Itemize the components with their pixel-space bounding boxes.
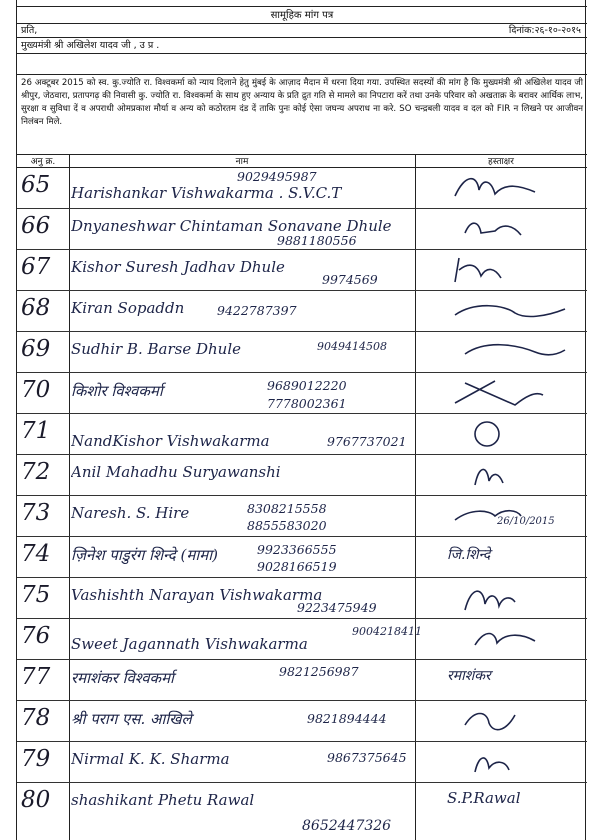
signature-scribble — [425, 705, 575, 737]
row-name: Sudhir B. Barse Dhule — [71, 340, 241, 358]
row-number: 78 — [21, 705, 51, 731]
row-phone: 9767737021 — [327, 434, 407, 449]
row-name: Nirmal K. K. Sharma — [71, 750, 230, 768]
table-row — [17, 168, 587, 209]
row-phone: 9974569 — [322, 272, 378, 287]
name-header: नाम — [235, 157, 249, 167]
table-row — [17, 332, 587, 373]
signature-scribble — [425, 500, 575, 532]
signature-header: हस्ताक्षर — [488, 157, 514, 167]
row-phone: 9422787397 — [217, 303, 297, 318]
row-number: 65 — [21, 172, 51, 198]
signature-scribble — [425, 746, 575, 778]
signature-rows — [17, 168, 587, 824]
table-row — [17, 619, 587, 660]
row-name: Vashishth Narayan Vishwakarma — [71, 586, 323, 604]
signature-scribble — [425, 295, 575, 327]
row-name: Naresh. S. Hire — [71, 504, 190, 522]
recipient-label: प्रति, — [21, 25, 38, 36]
row-phone: 8308215558 8855583020 — [247, 501, 327, 533]
signature-scribble — [425, 377, 575, 409]
row-name: Kishor Suresh Jadhav Dhule — [71, 258, 285, 276]
signature-scribble — [425, 254, 575, 286]
signature-scribble — [425, 459, 575, 491]
table-row — [17, 742, 587, 783]
serial-header: अनु क्र. — [30, 157, 56, 167]
demand-paragraph: 26 अक्टूबर 2015 को स्व. कु.ज्योति रा. विश्वकर्मा को न्याय दिलाने हेतु मुंबई के आज़ाद मैदान में धरना दिया गया. उपस्थित सदस्यों की मांग है कि मुख्यमंत्री श्री अखिलेश यादव जी श्रीपुर, जेठवारा, प्रतापगढ़ की निवासी कु. ज्योति रा. विश्वकर्मा के साथ हुए अन्याय के प्रति द्रुत गति से मामले का निपटारा करें तथा उनके परिवार को अखताक़ के बरावर आर्थिक लाभ, सुरक्षा व सुविधा दें व अपराधी ओमप्रकाश मौर्या व अन्य को कठोरतम दंड दें ताकि पुनः कोई ऐसा जघन्य अपराध ना करे. SO चन्द्रबली यादव व दल को FIR न लिखने पर आजीवन निलंबन मिले. — [17, 74, 587, 154]
date-label: दिनांक:२६-१०-२०१५ — [508, 25, 581, 36]
row-phone: 9867375645 — [327, 750, 407, 765]
row-phone: 9004218411 — [352, 625, 422, 638]
table-row — [17, 660, 587, 701]
row-phone: 9923366555 9028166519 — [257, 542, 337, 574]
table-row — [17, 373, 587, 414]
row-number: 69 — [21, 336, 51, 362]
row-name: Sweet Jagannath Vishwakarma — [71, 635, 308, 653]
signature-text: जि.शिन्दे — [447, 547, 491, 563]
row-name: रमाशंकर विश्वकर्मा — [71, 669, 174, 687]
row-number: 80 — [21, 787, 51, 813]
column-header — [17, 154, 587, 168]
row-phone: 8652447326 — [302, 818, 392, 834]
signature-scribble — [425, 172, 575, 204]
table-row — [17, 209, 587, 250]
row-number: 72 — [21, 459, 51, 485]
row-number: 66 — [21, 213, 51, 239]
petition-sheet — [16, 0, 586, 840]
table-row — [17, 414, 587, 455]
row-phone: 9689012220 7778002361 — [267, 378, 347, 411]
table-row — [17, 250, 587, 291]
row-name: Kiran Sopaddn — [71, 299, 185, 317]
row-name: Dnyaneshwar Chintaman Sonavane Dhule — [71, 217, 392, 235]
row-phone: 9223475949 — [297, 600, 377, 615]
signature-date: 26/10/2015 — [497, 516, 555, 527]
row-number: 77 — [21, 664, 51, 690]
row-name: shashikant Phetu Rawal — [71, 791, 255, 809]
row-name: NandKishor Vishwakarma — [71, 432, 270, 450]
petition-title: सामूहिक मांग पत्र — [17, 6, 587, 24]
table-row — [17, 701, 587, 742]
row-number: 73 — [21, 500, 51, 526]
table-row — [17, 578, 587, 619]
row-number: 76 — [21, 623, 51, 649]
row-name: ज़िनेश पाडुरंग शिन्दे (मामा) — [71, 546, 218, 564]
table-row — [17, 496, 587, 537]
row-phone: 9881180556 — [277, 233, 357, 248]
signature-scribble — [425, 418, 575, 450]
row-number: 74 — [21, 541, 51, 567]
signature-scribble — [425, 623, 575, 655]
row-number: 79 — [21, 746, 51, 772]
addressee-line: मुख्यमंत्री श्री अखिलेश यादव जी , उ प्र . — [17, 38, 587, 54]
table-row — [17, 291, 587, 332]
signature-scribble — [425, 582, 575, 614]
signature-text: रमाशंकर — [447, 668, 491, 684]
signature-scribble — [425, 213, 575, 245]
signature-text: S.P.Rawal — [447, 789, 521, 807]
recipient-row — [17, 24, 587, 38]
row-number: 67 — [21, 254, 51, 280]
row-name: किशोर विश्वकर्मा — [71, 382, 163, 400]
table-row — [17, 537, 587, 578]
row-number: 71 — [21, 418, 51, 444]
row-phone: 9821894444 — [307, 711, 387, 726]
row-phone: 9029495987 — [237, 169, 317, 184]
table-row — [17, 455, 587, 496]
row-number: 70 — [21, 377, 51, 403]
row-name: Harishankar Vishwakarma . S.V.C.T — [71, 184, 342, 202]
row-name: Anil Mahadhu Suryawanshi — [71, 463, 281, 481]
signature-scribble — [425, 336, 575, 368]
row-number: 68 — [21, 295, 51, 321]
row-name: श्री पराग एस. आखिले — [71, 710, 192, 728]
row-number: 75 — [21, 582, 51, 608]
row-phone: 9821256987 — [279, 664, 359, 679]
row-phone: 9049414508 — [317, 340, 387, 353]
